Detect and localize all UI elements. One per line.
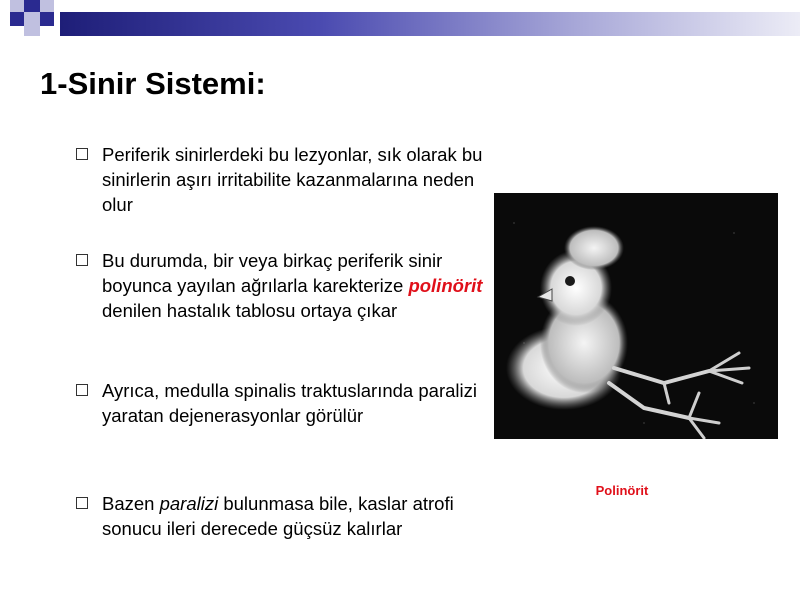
header-square-decoration (10, 0, 24, 12)
slide-title: 1-Sinir Sistemi: (40, 66, 266, 101)
header-square-decoration (24, 26, 40, 36)
bullet-text (102, 248, 486, 323)
bullet-text: Periferik sinirlerdeki bu lezyonlar, sık olarak bu sinirlerin aşırı irritabilite kazanmalarına neden olur (102, 144, 483, 215)
header-square-decoration (40, 0, 54, 12)
figure-caption: Polinörit (595, 483, 649, 498)
bullet-item (76, 491, 486, 541)
hollow-square-icon (76, 384, 88, 396)
header-square-decoration (40, 12, 54, 26)
bird-illustration (494, 193, 778, 439)
header-gradient-bar (60, 12, 800, 36)
bullet-item (76, 142, 486, 217)
bullet-item (76, 248, 486, 323)
bird-photo (494, 193, 778, 439)
header-square-decoration (24, 0, 40, 12)
hollow-square-icon (76, 254, 88, 266)
bullet-text: Ayrıca, medulla spinalis traktuslarında paralizi yaratan dejenerasyonlar görülür (102, 380, 477, 426)
header-square-decoration (24, 12, 40, 26)
hollow-square-icon (76, 497, 88, 509)
bullet-text (102, 491, 486, 541)
bullet-text-part: Bazen (102, 493, 160, 514)
bullet-text-part: denilen hastalık tablosu ortaya çıkar (102, 300, 398, 321)
bullet-text-part: bulunmasa bile, kaslar atrofi sonucu ileri derecede güçsüz kalırlar (102, 493, 454, 539)
header-square-decoration (10, 12, 24, 26)
emphasis-polinorit: polinörit (408, 275, 483, 296)
emphasis-paralizi: paralizi (159, 493, 219, 514)
bullet-item (76, 378, 486, 428)
bullet-text-part: Bu durumda, bir veya birkaç periferik sinir boyunca yayılan ağrılarla karekterize (102, 250, 443, 296)
hollow-square-icon (76, 148, 88, 160)
